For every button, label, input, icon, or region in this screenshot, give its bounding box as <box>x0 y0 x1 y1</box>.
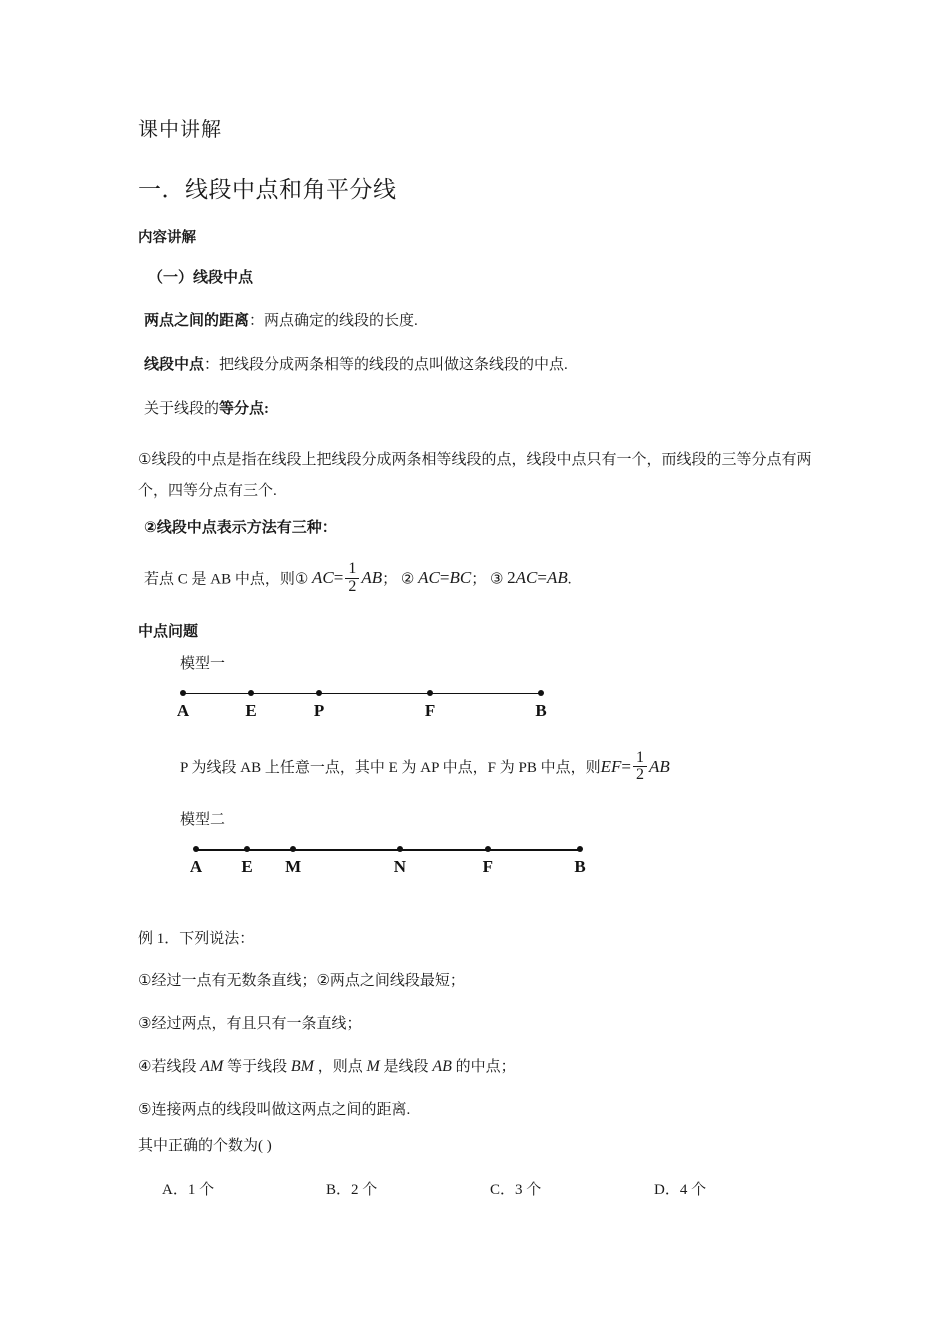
number-line-point <box>538 690 544 696</box>
formula3-rhs: AB <box>546 568 568 588</box>
ef-denominator: 2 <box>633 766 647 784</box>
statement-text-run: 是线段 <box>379 1058 433 1075</box>
number-line-point <box>193 846 199 852</box>
number-line-point <box>290 846 296 852</box>
statement-5-marker: ⑤ <box>138 1100 152 1118</box>
model-one-description <box>138 748 818 786</box>
definition-distance <box>138 311 818 331</box>
statement-text-run: 若线段 <box>151 1058 201 1075</box>
number-line-label: F <box>482 857 494 877</box>
ef-fraction <box>633 750 647 785</box>
section-heading: 一．线段中点和角平分线 <box>138 177 397 202</box>
choice-b-value: 2 个 <box>351 1182 378 1199</box>
page-title: 课中讲解 <box>138 119 222 141</box>
formula3-coefficient: 2 <box>507 568 516 588</box>
figure-model-one <box>138 655 818 729</box>
midpoint-formula-marker-3: ③ <box>489 570 504 588</box>
example-statement-3 <box>138 1014 818 1034</box>
number-line-point <box>427 690 433 696</box>
number-line-model-two <box>189 837 586 885</box>
figure-model-two <box>138 811 818 885</box>
number-line-label: E <box>245 700 257 720</box>
example-statement-5 <box>138 1100 818 1120</box>
choice-d-value: 4 个 <box>679 1182 707 1199</box>
definition-distance-term: 两点之间的距离 <box>144 312 250 329</box>
note-item-2 <box>138 518 818 538</box>
note-1-text: 线段的中点是指在线段上把线段分成两条相等线段的点，线段中点只有一个，而线段的三等分点有两个，四等分点有三个. <box>138 451 812 500</box>
midpoint-formula-3 <box>507 568 568 587</box>
definition-midpoint-text: 把线段分成两条相等的线段的点叫做这条线段的中点. <box>219 357 568 374</box>
example-title: 例 1．下列说法： <box>138 931 255 948</box>
note-2-marker: ② <box>144 518 157 536</box>
number-line-label: B <box>574 857 586 877</box>
number-line-point <box>397 846 403 852</box>
statement-4-marker: ④ <box>138 1057 152 1075</box>
formula1-eq: = <box>333 568 344 588</box>
content-label: 内容讲解 <box>138 229 196 246</box>
statement-3-marker: ③ <box>138 1014 152 1032</box>
note-2-text: 线段中点表示方法有三种： <box>156 519 337 536</box>
formula3-eq: = <box>537 568 547 588</box>
number-line-label: A <box>189 857 203 877</box>
midpoint-problems-heading: 中点问题 <box>138 623 199 640</box>
number-line-axis <box>196 849 580 851</box>
example-statement-1 <box>138 971 818 991</box>
midpoint-formula-1 <box>312 559 383 595</box>
ef-eq: = <box>621 756 631 776</box>
number-line-label: A <box>176 700 190 720</box>
choice-a[interactable] <box>162 1178 326 1199</box>
number-line-label: B <box>535 700 547 720</box>
statement-2-text: 两点之间线段最短； <box>329 973 465 990</box>
note-item-1 <box>138 444 818 508</box>
statement-text-run: ，则点 <box>313 1058 367 1075</box>
definition-midpoint <box>138 355 818 375</box>
formula2-eq: = <box>439 568 450 588</box>
example-question: 其中正确的个数为( ) <box>138 1137 272 1154</box>
midpoint-formula-marker-2: ② <box>400 570 415 588</box>
definition-midpoint-sep: ： <box>204 357 220 374</box>
example-choices <box>138 1178 818 1199</box>
choice-a-value: 1 个 <box>187 1182 215 1199</box>
formula1-lhs: AC <box>312 568 334 588</box>
example-block <box>138 929 818 1199</box>
statement-2-marker: ② <box>316 972 330 990</box>
note-1-marker: ① <box>138 450 152 468</box>
math-variable: M <box>366 1057 380 1075</box>
statement-3-text: 经过两点，有且只有一条直线； <box>151 1015 362 1032</box>
midpoint-formula-lead: 若点 C 是 AB 中点，则 <box>144 571 295 588</box>
ef-rhs: AB <box>648 756 670 776</box>
number-line-model-one <box>176 681 547 729</box>
model-one-label: 模型一 <box>180 655 226 672</box>
ef-numerator: 1 <box>635 748 644 766</box>
formula1-denominator: 2 <box>345 578 359 596</box>
choice-a-letter: A． <box>162 1182 188 1199</box>
choice-c-value: 3 个 <box>515 1182 542 1199</box>
choice-c[interactable] <box>490 1178 654 1199</box>
formula2-lhs: AC <box>418 568 440 588</box>
subsection-heading: （一）线段中点 <box>148 269 254 286</box>
number-line-label: E <box>241 857 253 877</box>
math-variable: AB <box>432 1057 452 1075</box>
example-statement-4 <box>138 1056 818 1078</box>
definition-distance-text: 两点确定的线段的长度. <box>264 312 418 329</box>
ef-lhs: EF <box>600 756 622 776</box>
number-line-label: P <box>313 700 325 720</box>
choice-d-letter: D． <box>654 1182 680 1199</box>
formula3-lhs: AC <box>515 568 538 588</box>
midpoint-formula-2 <box>418 568 471 587</box>
equal-division-points-line <box>138 399 818 419</box>
statement-5-text: 连接两点的线段叫做这两点之间的距离. <box>151 1101 411 1118</box>
formula2-tail: ； <box>471 571 487 588</box>
statement-text-run: 的中点； <box>451 1058 516 1075</box>
number-line-point <box>485 846 491 852</box>
choice-c-letter: C． <box>490 1182 516 1199</box>
statement-text-run: 等于线段 <box>223 1058 291 1075</box>
number-line-point <box>316 690 322 696</box>
midpoint-formula-marker-1: ① <box>294 570 309 588</box>
number-line-axis <box>183 693 541 695</box>
choice-d[interactable] <box>654 1178 818 1199</box>
formula3-tail: . <box>567 571 572 588</box>
number-line-point <box>248 690 254 696</box>
document-content <box>138 118 818 1199</box>
number-line-point <box>244 846 250 852</box>
statement-1-marker: ① <box>138 972 152 990</box>
statement-4-text <box>151 1059 515 1075</box>
number-line-point <box>180 690 186 696</box>
choice-b-letter: B． <box>326 1182 352 1199</box>
model-one-desc-text: P 为线段 AB 上任意一点，其中 E 为 AP 中点，F 为 PB 中点，则 <box>180 759 601 776</box>
formula1-numerator: 1 <box>348 559 357 577</box>
math-variable: AM <box>200 1057 224 1075</box>
equal-points-prefix: 关于线段的 <box>144 401 220 418</box>
statement-1-text: 经过一点有无数条直线； <box>151 973 317 990</box>
model-two-label: 模型二 <box>180 812 226 829</box>
midpoint-formula-line <box>138 559 818 597</box>
number-line-point <box>577 846 583 852</box>
formula2-rhs: BC <box>449 568 472 588</box>
definition-midpoint-term: 线段中点 <box>144 357 205 374</box>
math-variable: BM <box>290 1057 314 1075</box>
formula1-fraction <box>345 561 359 596</box>
definition-distance-sep: ： <box>249 312 265 329</box>
choice-b[interactable] <box>326 1178 490 1199</box>
formula1-tail: ； <box>382 571 398 588</box>
equal-points-bold: 等分点: <box>219 401 270 418</box>
number-line-label: M <box>285 857 302 877</box>
formula1-rhs: AB <box>361 568 383 588</box>
number-line-label: F <box>424 700 436 720</box>
number-line-label: N <box>393 857 407 877</box>
model-one-formula <box>600 748 670 784</box>
